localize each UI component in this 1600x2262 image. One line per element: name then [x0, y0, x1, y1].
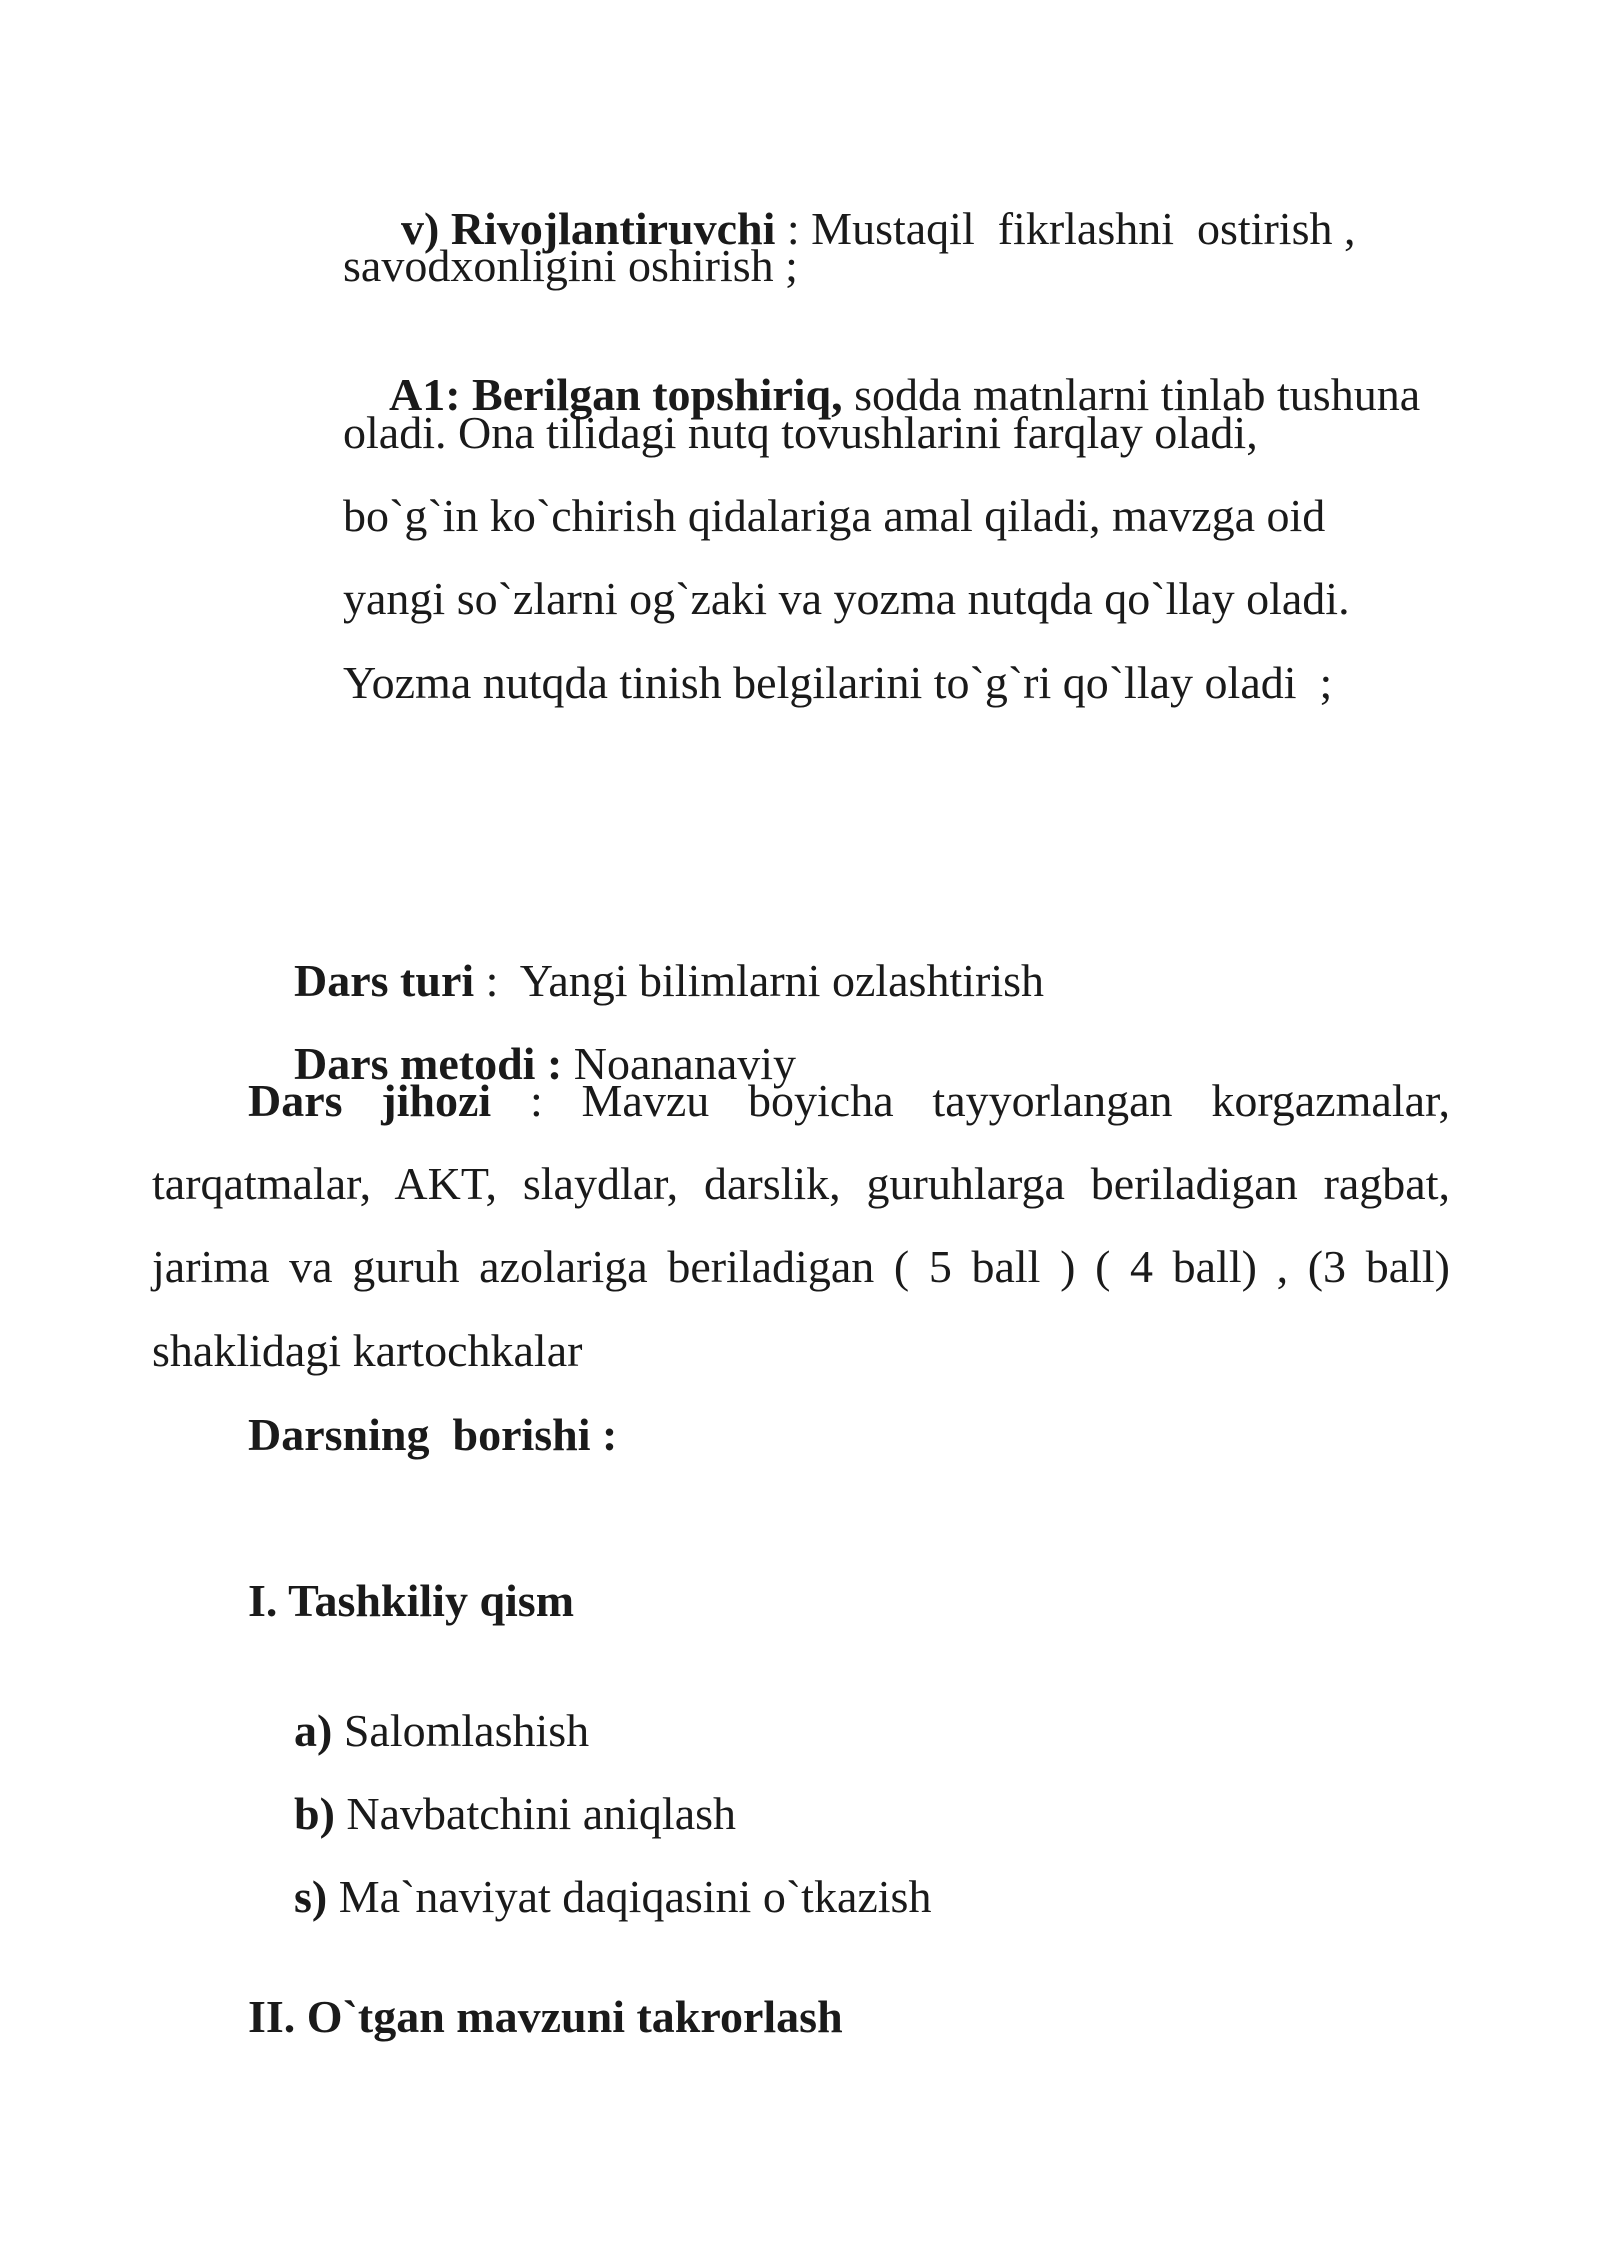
- goal-v-line-2: savodxonligini oshirish ;: [343, 240, 798, 291]
- lesson-type-value: : Yangi bilimlarni ozlashtirish: [474, 955, 1045, 1006]
- list-item: [248, 1828, 931, 1966]
- list-item-marker: s): [294, 1871, 328, 1922]
- lesson-equipment-line-1: [248, 1075, 1451, 1126]
- goal-v-label: v) Rivojlantiruvchi: [401, 203, 776, 254]
- goal-a1-line-2: oladi. Ona tilidagi nutq tovushlarini farqlay oladi,: [343, 407, 1258, 458]
- section-two-heading: II. O`tgan mavzuni takrorlash: [248, 1991, 843, 2042]
- list-item-text: Navbatchini aniqlash: [334, 1788, 737, 1839]
- goal-a1-text: sodda matnlarni tinlab tushuna: [842, 369, 1421, 420]
- goal-a1-line-5: Yozma nutqda tinish belgilarini to`g`ri qo`llay oladi ;: [343, 657, 1333, 708]
- lesson-equipment-line-2: tarqatmalar, AKT, slaydlar, darslik, guruhlarga beriladigan ragbat,: [152, 1158, 1450, 1209]
- list-item-text: Ma`naviyat daqiqasini o`tkazish: [327, 1871, 932, 1922]
- section-one-heading: I. Tashkiliy qism: [248, 1575, 575, 1626]
- lesson-equipment-text-1: : Mavzu boyicha tayyorlangan korgazmalar,: [491, 1075, 1451, 1126]
- goal-a1-line-4: yangi so`zlarni og`zaki va yozma nutqda qo`llay oladi.: [343, 573, 1350, 624]
- list-item-marker: b): [294, 1788, 335, 1839]
- lesson-equipment-label: Dars jihozi: [248, 1075, 492, 1126]
- list-item-text: Salomlashish: [332, 1705, 590, 1756]
- list-item-marker: a): [294, 1705, 333, 1756]
- goal-a1-label: A1: Berilgan topshiriq,: [389, 369, 843, 420]
- lesson-equipment-line-4: shaklidagi kartochkalar: [152, 1325, 583, 1376]
- lesson-progress-heading: Darsning borishi :: [248, 1409, 618, 1460]
- lesson-method-value: Noananaviy: [562, 1038, 797, 1089]
- goal-a1-line-3: bo`g`in ko`chirish qidalariga amal qiladi, mavzga oid: [343, 490, 1326, 541]
- lesson-equipment-line-3: jarima va guruh azolariga beriladigan ( 5 ball ) ( 4 ball) , (3 ball): [152, 1241, 1450, 1292]
- lesson-type-label: Dars turi: [294, 955, 475, 1006]
- lesson-method-label: Dars metodi :: [294, 1038, 563, 1089]
- goal-v-text: : Mustaqil fikrlashni ostirish ,: [775, 203, 1356, 254]
